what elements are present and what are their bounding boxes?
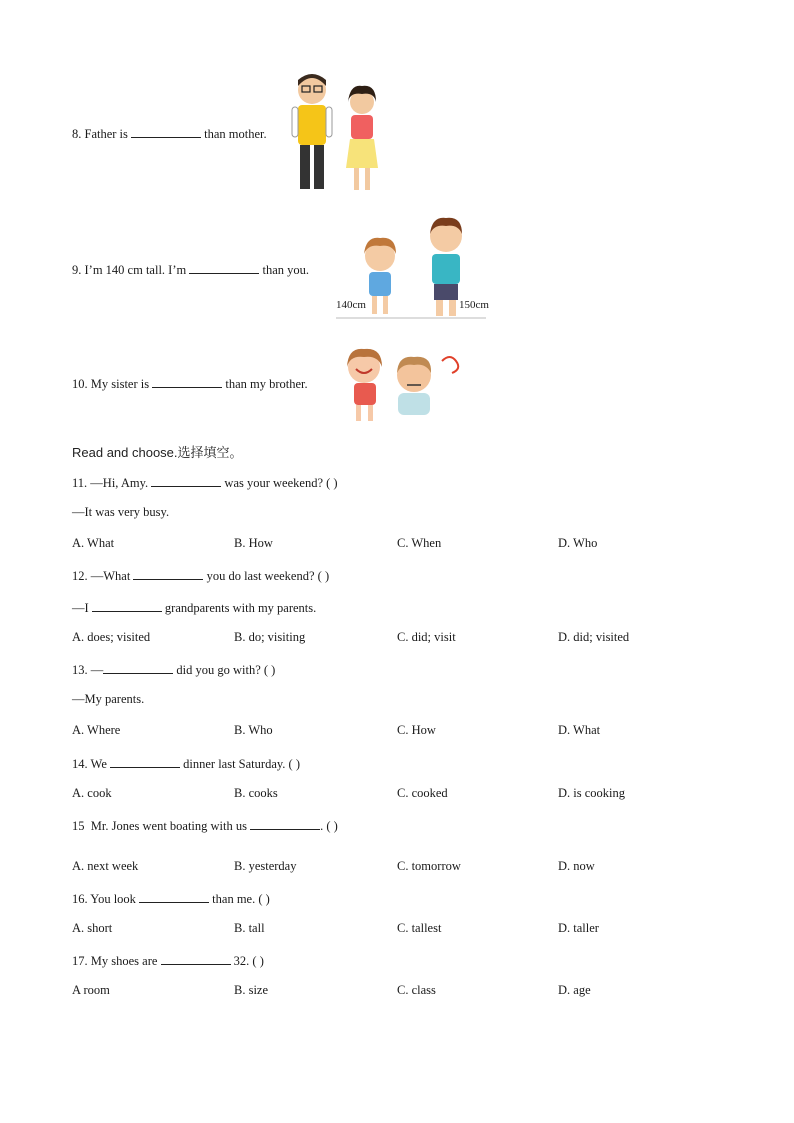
option-d[interactable]: D. taller (558, 921, 599, 935)
fill-item-10 (72, 375, 308, 392)
answer-blank[interactable] (152, 375, 222, 388)
question-15 (72, 817, 338, 834)
answer-blank[interactable] (92, 599, 162, 612)
question-11-response: —It was very busy. (72, 505, 170, 519)
item-text-after: than mother. (204, 127, 267, 141)
item-text-before: My sister is (90, 377, 150, 391)
question-11 (72, 474, 338, 491)
item-text-after: than you. (262, 263, 309, 277)
item-text-before: I’m 140 cm tall. I’m (84, 263, 187, 277)
answer-blank[interactable] (161, 952, 231, 965)
option-b[interactable]: B. yesterday (234, 859, 297, 873)
question-13-response: —My parents. (72, 692, 145, 706)
question-text-after: was your weekend? ( ) (224, 476, 338, 490)
option-b[interactable]: B. How (234, 536, 273, 550)
answer-blank[interactable] (131, 125, 201, 138)
question-text-before: My shoes are (90, 954, 158, 968)
option-c[interactable]: C. cooked (397, 786, 448, 800)
item-number: 8. (72, 127, 82, 141)
option-b[interactable]: B. do; visiting (234, 630, 306, 644)
question-13 (72, 661, 275, 678)
option-c[interactable]: C. class (397, 983, 436, 997)
answer-blank[interactable] (110, 755, 180, 768)
option-b[interactable]: B. cooks (234, 786, 278, 800)
father-mother-illustration (288, 72, 388, 196)
sister-brother-illustration (334, 345, 464, 425)
answer-blank[interactable] (151, 474, 221, 487)
question-text-before: —What (90, 569, 131, 583)
question-number: 14. (72, 757, 88, 771)
height-label-girl: 140cm (336, 299, 366, 311)
option-a[interactable]: A. cook (72, 786, 112, 800)
option-b[interactable]: B. size (234, 983, 269, 997)
question-text-before: Mr. Jones went boating with us (90, 819, 247, 833)
question-text-before: —Hi, Amy. (90, 476, 149, 490)
answer-blank[interactable] (189, 261, 259, 274)
option-c[interactable]: C. tomorrow (397, 859, 461, 873)
question-text-before: You look (90, 892, 136, 906)
question-16 (72, 890, 270, 907)
item-number: 9. (72, 263, 82, 277)
fill-item-9 (72, 261, 309, 278)
question-text-after: 32. ( ) (233, 954, 264, 968)
option-a[interactable]: A. What (72, 536, 115, 550)
response-text-before: —I (72, 601, 89, 615)
item-text-before: Father is (84, 127, 128, 141)
response-text-after: grandparents with my parents. (164, 601, 317, 615)
option-d[interactable]: D. now (558, 859, 595, 873)
question-text-after: . ( ) (320, 819, 338, 833)
option-d[interactable]: D. What (558, 723, 601, 737)
question-text-after: dinner last Saturday. ( ) (183, 757, 301, 771)
section-title: Read and choose.选择填空。 (72, 445, 243, 460)
question-number: 12. (72, 569, 88, 583)
question-text-before: We (90, 757, 107, 771)
option-a[interactable]: A. Where (72, 723, 121, 737)
option-d[interactable]: D. age (558, 983, 591, 997)
question-number: 17. (72, 954, 88, 968)
question-14 (72, 755, 300, 772)
option-c[interactable]: C. did; visit (397, 630, 456, 644)
question-text-after: than me. ( ) (212, 892, 270, 906)
option-d[interactable]: D. Who (558, 536, 598, 550)
answer-blank[interactable] (139, 890, 209, 903)
option-a[interactable]: A. does; visited (72, 630, 151, 644)
question-12-response (72, 599, 316, 616)
question-text-after: did you go with? ( ) (176, 663, 276, 677)
option-d[interactable]: D. is cooking (558, 786, 626, 800)
option-a[interactable]: A. next week (72, 859, 139, 873)
answer-blank[interactable] (103, 661, 173, 674)
option-b[interactable]: B. tall (234, 921, 265, 935)
option-c[interactable]: C. How (397, 723, 436, 737)
answer-blank[interactable] (250, 817, 320, 830)
question-number: 15 (72, 819, 85, 833)
question-number: 13. (72, 663, 88, 677)
question-number: 11. (72, 476, 88, 490)
question-12 (72, 567, 329, 584)
height-label-boy: 150cm (459, 299, 489, 311)
option-a[interactable]: A. short (72, 921, 113, 935)
option-b[interactable]: B. Who (234, 723, 273, 737)
option-a[interactable]: A room (72, 983, 110, 997)
question-text-before: — (90, 663, 104, 677)
option-c[interactable]: C. tallest (397, 921, 442, 935)
item-text-after: than my brother. (225, 377, 308, 391)
fill-item-8 (72, 125, 267, 142)
item-number: 10. (72, 377, 88, 391)
answer-blank[interactable] (133, 567, 203, 580)
question-17 (72, 952, 264, 969)
question-number: 16. (72, 892, 88, 906)
option-d[interactable]: D. did; visited (558, 630, 630, 644)
question-text-after: you do last weekend? ( ) (206, 569, 330, 583)
option-c[interactable]: C. When (397, 536, 442, 550)
